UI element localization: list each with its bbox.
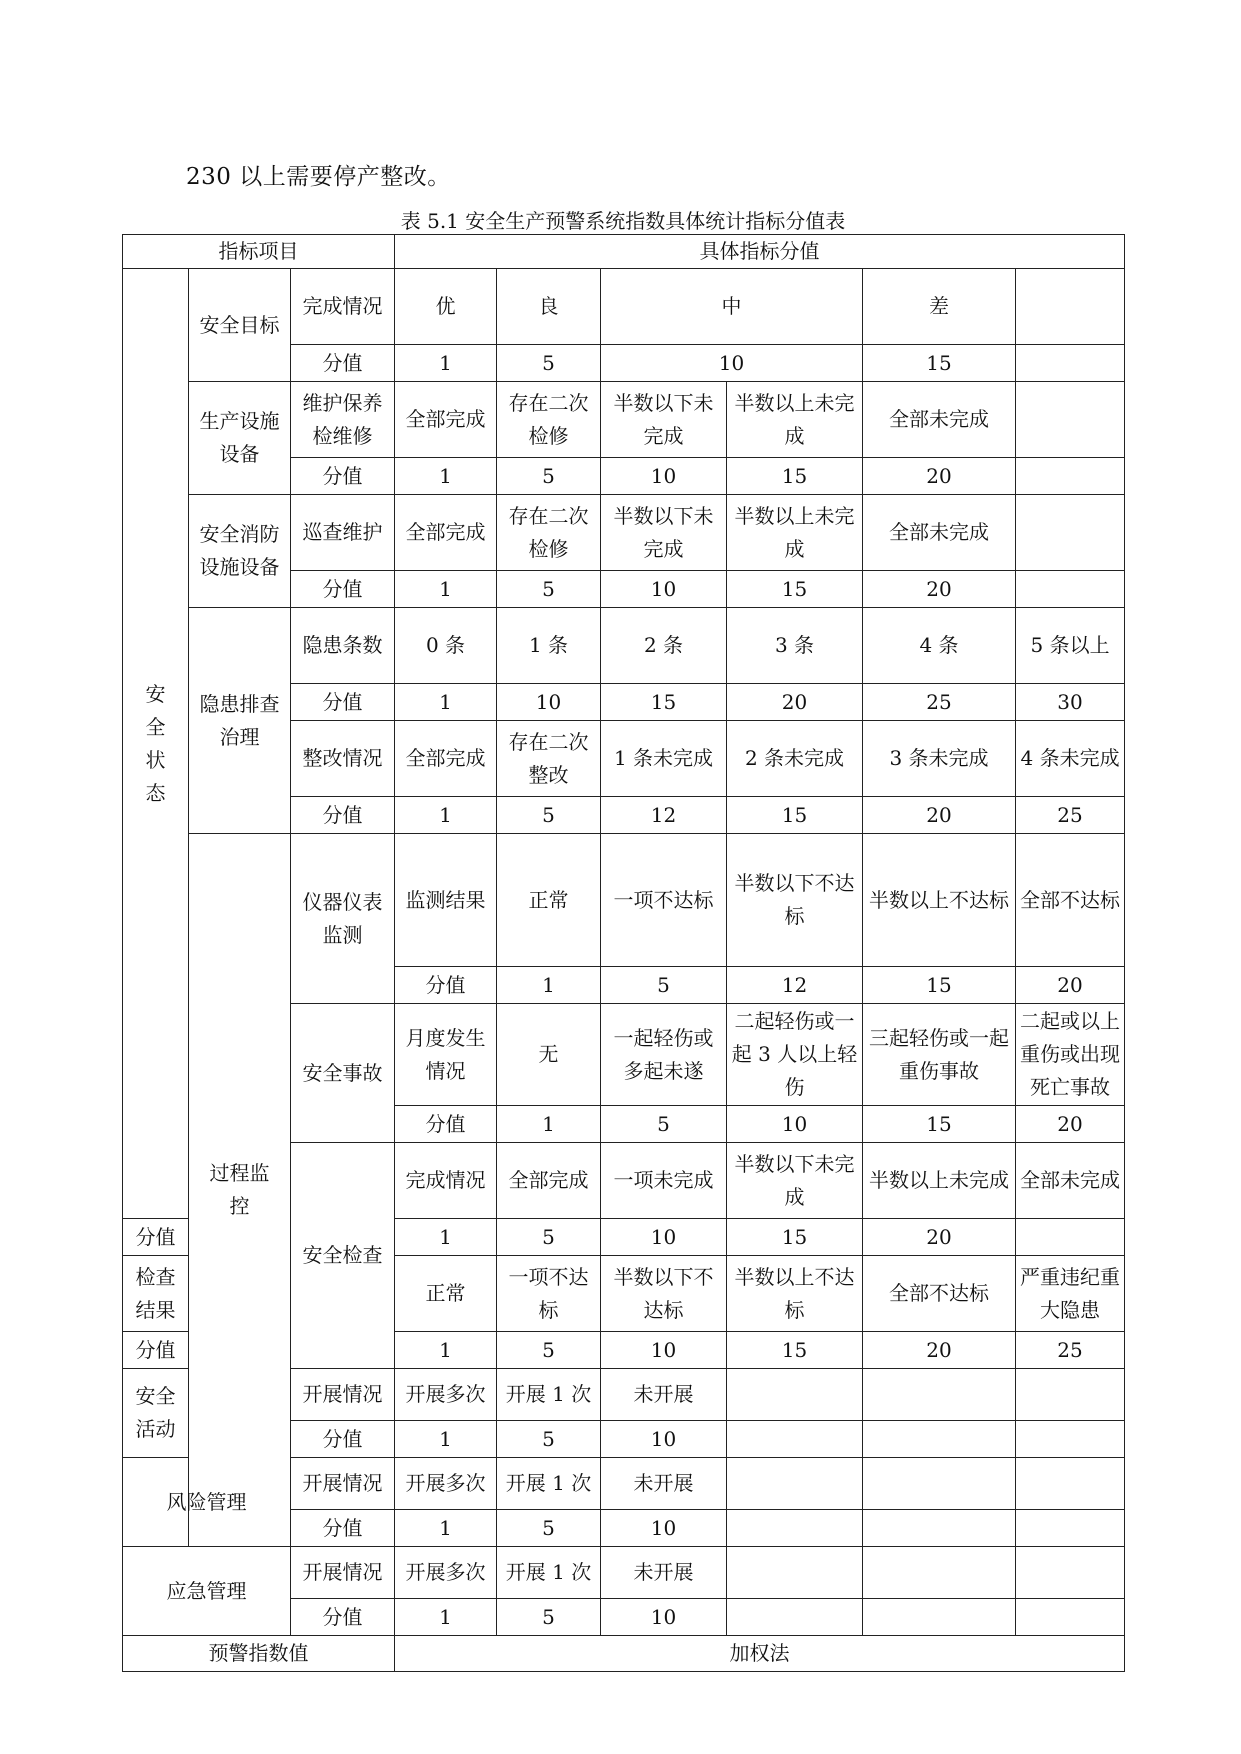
score-cell: 5 xyxy=(497,345,601,382)
score-cell: 5 xyxy=(497,1332,601,1369)
score-label-cell: 分值 xyxy=(123,1219,189,1256)
score-cell: 10 xyxy=(601,1510,727,1547)
category-cell: 隐患排查治理 xyxy=(189,608,291,834)
score-cell: 1 xyxy=(497,1106,601,1143)
level-cell: 开展多次 xyxy=(395,1458,497,1510)
table-row xyxy=(123,834,1125,967)
level-cell: 半数以上未完成 xyxy=(727,382,863,458)
footer-method: 加权法 xyxy=(395,1636,1125,1672)
score-cell: 10 xyxy=(601,1599,727,1636)
score-cell: 5 xyxy=(497,458,601,495)
score-cell xyxy=(1016,1219,1125,1256)
score-cell: 10 xyxy=(601,1219,727,1256)
level-cell: 2 条未完成 xyxy=(727,721,863,797)
category-cell: 应急管理 xyxy=(123,1547,291,1636)
score-cell: 10 xyxy=(601,1421,727,1458)
item-cell: 月度发生情况 xyxy=(395,1004,497,1106)
score-label-cell: 分值 xyxy=(395,967,497,1004)
score-cell xyxy=(1016,1421,1125,1458)
level-cell: 1 条未完成 xyxy=(601,721,727,797)
level-cell: 0 条 xyxy=(395,608,497,684)
category-cell: 安全检查 xyxy=(291,1143,395,1369)
group-process-control: 过程监控 xyxy=(189,834,291,1547)
intro-text: 230 以上需要停产整改。 xyxy=(186,164,451,190)
score-cell xyxy=(1016,1599,1125,1636)
score-cell: 1 xyxy=(395,1332,497,1369)
level-cell xyxy=(727,1369,863,1421)
item-cell: 开展情况 xyxy=(291,1369,395,1421)
score-cell: 15 xyxy=(727,1332,863,1369)
level-cell: 良 xyxy=(497,269,601,345)
category-cell: 安全活动 xyxy=(123,1369,189,1458)
level-cell: 全部未完成 xyxy=(1016,1143,1125,1219)
score-cell: 5 xyxy=(497,1599,601,1636)
level-cell: 半数以上未完成 xyxy=(727,495,863,571)
table-row xyxy=(123,495,1125,571)
level-cell xyxy=(863,1547,1016,1599)
score-cell xyxy=(1016,1510,1125,1547)
score-label-cell: 分值 xyxy=(291,1421,395,1458)
score-cell: 1 xyxy=(395,1421,497,1458)
score-cell: 1 xyxy=(395,1510,497,1547)
level-cell: 正常 xyxy=(497,834,601,967)
footer-label: 预警指数值 xyxy=(123,1636,395,1672)
table-row xyxy=(123,1458,1125,1510)
score-cell: 10 xyxy=(727,1106,863,1143)
level-cell xyxy=(1016,1547,1125,1599)
level-cell: 3 条未完成 xyxy=(863,721,1016,797)
score-cell xyxy=(1016,458,1125,495)
score-label-cell: 分值 xyxy=(123,1332,189,1369)
score-label-cell: 分值 xyxy=(291,345,395,382)
score-cell xyxy=(727,1510,863,1547)
score-label-cell: 分值 xyxy=(291,797,395,834)
category-cell: 安全目标 xyxy=(189,269,291,382)
score-cell: 1 xyxy=(395,571,497,608)
level-cell xyxy=(1016,1369,1125,1421)
level-cell: 二起轻伤或一起 3 人以上轻伤 xyxy=(727,1004,863,1106)
score-cell: 20 xyxy=(863,1219,1016,1256)
score-cell: 1 xyxy=(395,1599,497,1636)
item-cell: 维护保养检维修 xyxy=(291,382,395,458)
level-cell: 一起轻伤或多起未遂 xyxy=(601,1004,727,1106)
score-cell: 15 xyxy=(727,571,863,608)
level-cell: 开展多次 xyxy=(395,1369,497,1421)
score-cell: 15 xyxy=(727,797,863,834)
level-cell: 正常 xyxy=(395,1256,497,1332)
level-cell: 存在二次检修 xyxy=(497,495,601,571)
score-label-cell: 分值 xyxy=(291,571,395,608)
score-label-cell: 分值 xyxy=(291,458,395,495)
item-cell: 开展情况 xyxy=(291,1458,395,1510)
level-cell xyxy=(863,1369,1016,1421)
category-cell: 安全消防设施设备 xyxy=(189,495,291,608)
level-cell: 存在二次整改 xyxy=(497,721,601,797)
level-cell: 5 条以上 xyxy=(1016,608,1125,684)
score-cell: 10 xyxy=(601,571,727,608)
header-project: 指标项目 xyxy=(123,235,395,269)
level-cell: 未开展 xyxy=(601,1458,727,1510)
score-cell: 1 xyxy=(395,458,497,495)
level-cell: 无 xyxy=(497,1004,601,1106)
item-cell: 完成情况 xyxy=(291,269,395,345)
score-cell: 20 xyxy=(1016,967,1125,1004)
table-row xyxy=(123,382,1125,458)
score-cell: 10 xyxy=(601,1332,727,1369)
score-cell: 1 xyxy=(395,1219,497,1256)
score-cell: 5 xyxy=(601,967,727,1004)
score-cell: 5 xyxy=(497,797,601,834)
level-cell xyxy=(727,1547,863,1599)
level-cell: 半数以下未完成 xyxy=(601,382,727,458)
item-cell: 完成情况 xyxy=(395,1143,497,1219)
score-cell: 20 xyxy=(863,458,1016,495)
score-cell: 12 xyxy=(727,967,863,1004)
level-cell: 半数以下未完成 xyxy=(601,495,727,571)
score-cell: 15 xyxy=(727,1219,863,1256)
level-cell: 开展 1 次 xyxy=(497,1458,601,1510)
level-cell: 全部完成 xyxy=(497,1143,601,1219)
level-cell: 4 条 xyxy=(863,608,1016,684)
score-cell: 20 xyxy=(863,797,1016,834)
score-cell: 10 xyxy=(601,345,863,382)
level-cell: 全部不达标 xyxy=(1016,834,1125,967)
score-cell: 20 xyxy=(727,684,863,721)
level-cell: 半数以下未完成 xyxy=(727,1143,863,1219)
level-cell: 差 xyxy=(863,269,1016,345)
level-cell: 未开展 xyxy=(601,1369,727,1421)
header-values: 具体指标分值 xyxy=(395,235,1125,269)
category-cell: 安全事故 xyxy=(291,1004,395,1143)
level-cell: 1 条 xyxy=(497,608,601,684)
score-label-cell: 分值 xyxy=(291,1510,395,1547)
score-cell: 10 xyxy=(497,684,601,721)
score-cell: 12 xyxy=(601,797,727,834)
score-label-cell: 分值 xyxy=(291,1599,395,1636)
score-cell xyxy=(1016,345,1125,382)
level-cell: 全部完成 xyxy=(395,382,497,458)
table-caption: 表 5.1 安全生产预警系统指数具体统计指标分值表 xyxy=(400,209,846,233)
level-cell: 全部未完成 xyxy=(863,495,1016,571)
score-cell: 15 xyxy=(601,684,727,721)
item-cell: 巡查维护 xyxy=(291,495,395,571)
indicator-score-table xyxy=(122,234,1125,1672)
category-cell: 生产设施设备 xyxy=(189,382,291,495)
score-cell: 15 xyxy=(863,967,1016,1004)
level-cell: 三起轻伤或一起重伤事故 xyxy=(863,1004,1016,1106)
table-row xyxy=(123,269,1125,345)
level-cell: 半数以下不达标 xyxy=(727,834,863,967)
score-cell: 15 xyxy=(863,345,1016,382)
score-cell: 5 xyxy=(601,1106,727,1143)
score-cell: 1 xyxy=(395,797,497,834)
level-cell: 全部未完成 xyxy=(863,382,1016,458)
level-cell: 严重违纪重大隐患 xyxy=(1016,1256,1125,1332)
level-cell xyxy=(863,1458,1016,1510)
item-cell: 监测结果 xyxy=(395,834,497,967)
level-cell: 存在二次检修 xyxy=(497,382,601,458)
score-cell: 25 xyxy=(1016,797,1125,834)
level-cell: 3 条 xyxy=(727,608,863,684)
score-cell: 25 xyxy=(863,684,1016,721)
score-cell: 20 xyxy=(1016,1106,1125,1143)
level-cell: 半数以上不达标 xyxy=(727,1256,863,1332)
table-row xyxy=(123,235,1125,269)
score-cell: 30 xyxy=(1016,684,1125,721)
level-cell: 一项未完成 xyxy=(601,1143,727,1219)
score-cell xyxy=(863,1510,1016,1547)
level-cell: 一项不达标 xyxy=(601,834,727,967)
level-cell: 开展 1 次 xyxy=(497,1369,601,1421)
item-cell: 检查结果 xyxy=(123,1256,189,1332)
level-cell: 一项不达标 xyxy=(497,1256,601,1332)
level-cell: 半数以上未完成 xyxy=(863,1143,1016,1219)
item-cell: 开展情况 xyxy=(291,1547,395,1599)
level-cell xyxy=(1016,495,1125,571)
group-safety-state: 安全状态 xyxy=(123,269,189,1219)
score-cell xyxy=(863,1421,1016,1458)
table-row xyxy=(123,1636,1125,1672)
table-row xyxy=(123,608,1125,684)
score-cell: 1 xyxy=(497,967,601,1004)
score-cell: 15 xyxy=(863,1106,1016,1143)
score-cell: 5 xyxy=(497,1219,601,1256)
score-cell: 15 xyxy=(727,458,863,495)
item-cell: 隐患条数 xyxy=(291,608,395,684)
score-cell: 20 xyxy=(863,1332,1016,1369)
item-cell: 整改情况 xyxy=(291,721,395,797)
score-cell: 5 xyxy=(497,1510,601,1547)
table-row xyxy=(123,1547,1125,1599)
level-cell: 开展多次 xyxy=(395,1547,497,1599)
level-cell: 4 条未完成 xyxy=(1016,721,1125,797)
score-cell: 1 xyxy=(395,684,497,721)
score-cell: 10 xyxy=(601,458,727,495)
level-cell: 半数以上不达标 xyxy=(863,834,1016,967)
level-cell xyxy=(727,1458,863,1510)
level-cell: 半数以下不达标 xyxy=(601,1256,727,1332)
level-cell: 全部完成 xyxy=(395,721,497,797)
score-cell xyxy=(727,1421,863,1458)
level-cell: 2 条 xyxy=(601,608,727,684)
category-cell: 仪器仪表监测 xyxy=(291,834,395,1004)
score-cell: 20 xyxy=(863,571,1016,608)
level-cell xyxy=(1016,1458,1125,1510)
score-label-cell: 分值 xyxy=(291,684,395,721)
level-cell: 中 xyxy=(601,269,863,345)
score-cell xyxy=(1016,571,1125,608)
level-cell: 全部完成 xyxy=(395,495,497,571)
score-label-cell: 分值 xyxy=(395,1106,497,1143)
level-cell: 未开展 xyxy=(601,1547,727,1599)
level-cell xyxy=(1016,382,1125,458)
score-cell: 5 xyxy=(497,571,601,608)
level-cell: 优 xyxy=(395,269,497,345)
score-cell: 25 xyxy=(1016,1332,1125,1369)
score-cell: 5 xyxy=(497,1421,601,1458)
level-cell: 开展 1 次 xyxy=(497,1547,601,1599)
level-cell: 全部不达标 xyxy=(863,1256,1016,1332)
score-cell: 1 xyxy=(395,345,497,382)
score-cell xyxy=(863,1599,1016,1636)
category-cell: 风险管理 xyxy=(123,1458,291,1547)
level-cell xyxy=(1016,269,1125,345)
level-cell: 二起或以上重伤或出现死亡事故 xyxy=(1016,1004,1125,1106)
score-cell xyxy=(727,1599,863,1636)
